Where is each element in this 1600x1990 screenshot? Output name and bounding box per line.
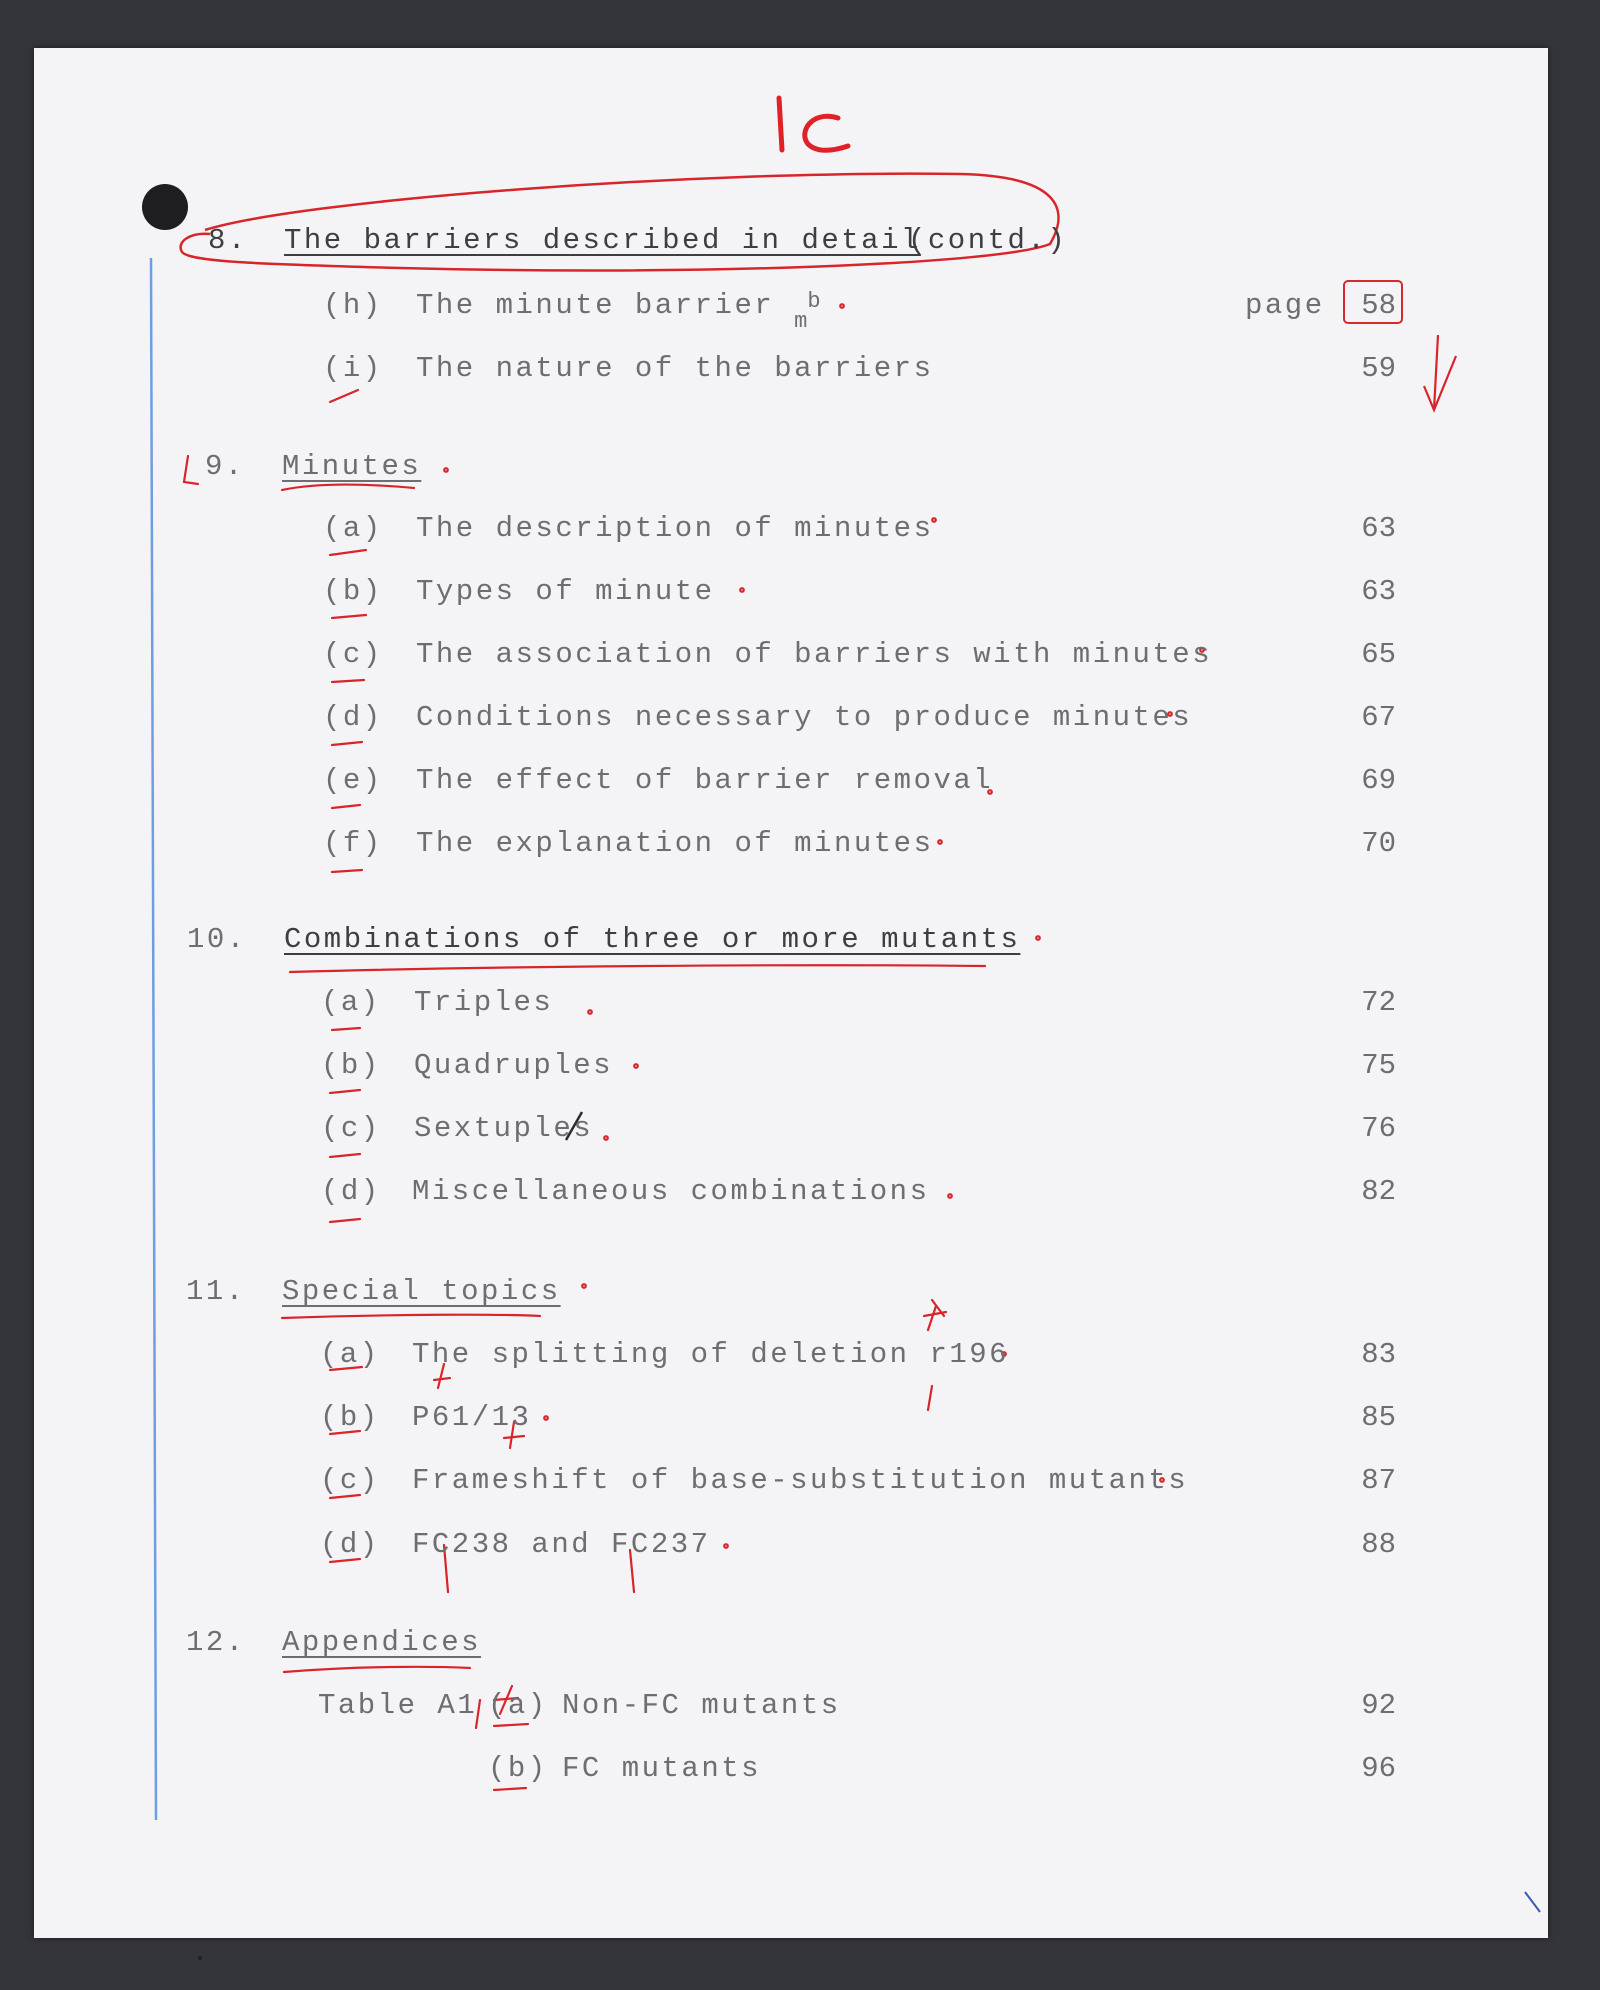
item-10a-letter: (a) bbox=[321, 986, 381, 1019]
item-9a-page: 63 bbox=[1361, 512, 1396, 545]
appendix-table-label: Table A1 bbox=[318, 1689, 478, 1722]
item-11b-page: 85 bbox=[1361, 1401, 1396, 1434]
item-11d-letter: (d) bbox=[320, 1528, 380, 1561]
item-9b-letter: (b) bbox=[323, 575, 383, 608]
item-10d-text: Miscellaneous combinations bbox=[412, 1175, 930, 1208]
item-9e-letter: (e) bbox=[323, 764, 383, 797]
item-9e-page: 69 bbox=[1361, 764, 1396, 797]
item-11a-letter: (a) bbox=[320, 1338, 380, 1371]
item-8i-text: The nature of the barriers bbox=[416, 352, 934, 385]
item-9c-text: The association of barriers with minutes bbox=[416, 638, 1213, 671]
item-9f-letter: (f) bbox=[323, 827, 383, 860]
item-9b-page: 63 bbox=[1361, 575, 1396, 608]
item-9b-text: Types of minute bbox=[416, 575, 715, 608]
item-11c-letter: (c) bbox=[320, 1464, 380, 1497]
item-12b-text: FC mutants bbox=[562, 1752, 762, 1785]
item-12b-letter: (b) bbox=[488, 1752, 548, 1785]
item-10b-letter: (b) bbox=[321, 1049, 381, 1082]
item-8h-text: The minute barrier $_m^b$ bbox=[416, 289, 821, 334]
item-10c-page: 76 bbox=[1361, 1112, 1396, 1145]
item-10a-text: Triples bbox=[414, 986, 554, 1019]
item-10b-text: Quadruples bbox=[414, 1049, 614, 1082]
item-11a-page: 83 bbox=[1361, 1338, 1396, 1371]
section-11-number: 11. bbox=[186, 1275, 246, 1308]
item-12a-letter: (a) bbox=[488, 1689, 548, 1722]
section-8-number: 8. bbox=[208, 224, 248, 257]
item-11b-letter: (b) bbox=[320, 1401, 380, 1434]
item-10d-letter: (d) bbox=[321, 1175, 381, 1208]
item-9a-letter: (a) bbox=[323, 512, 383, 545]
item-9c-page: 65 bbox=[1361, 638, 1396, 671]
section-9-title: Minutes bbox=[282, 450, 422, 483]
punch-hole bbox=[142, 184, 188, 230]
section-8-title: The barriers described in detail bbox=[284, 224, 921, 257]
item-11b-text: P61/13 bbox=[412, 1401, 532, 1434]
item-9f-text: The explanation of minutes bbox=[416, 827, 934, 860]
section-10-number: 10. bbox=[187, 923, 247, 956]
item-11c-page: 87 bbox=[1361, 1464, 1396, 1497]
item-12a-text: Non-FC mutants bbox=[562, 1689, 841, 1722]
item-8h-page: 58 bbox=[1361, 289, 1396, 322]
item-11c-text: Frameshift of base-substitution mutants bbox=[412, 1464, 1189, 1497]
item-9d-text: Conditions necessary to produce minutes bbox=[416, 701, 1193, 734]
section-9-number: 9. bbox=[205, 450, 245, 483]
section-12-title: Appendices bbox=[282, 1626, 482, 1659]
item-12a-page: 92 bbox=[1361, 1689, 1396, 1722]
section-12-number: 12. bbox=[186, 1626, 246, 1659]
item-10c-text: Sextuples bbox=[414, 1112, 594, 1145]
section-8-title-suffix: (contd.) bbox=[908, 224, 1068, 257]
item-9c-letter: (c) bbox=[323, 638, 383, 671]
item-10c-letter: (c) bbox=[321, 1112, 381, 1145]
item-8i-page: 59 bbox=[1361, 352, 1396, 385]
item-11a-text: The splitting of deletion r196 bbox=[412, 1338, 1010, 1371]
item-12b-page: 96 bbox=[1361, 1752, 1396, 1785]
item-10a-page: 72 bbox=[1361, 986, 1396, 1019]
item-9a-text: The description of minutes bbox=[416, 512, 934, 545]
item-8h-letter: (h) bbox=[323, 289, 383, 322]
item-10d-page: 82 bbox=[1361, 1175, 1396, 1208]
section-10-title: Combinations of three or more mutants bbox=[284, 923, 1021, 956]
page-label: page bbox=[1245, 289, 1325, 322]
section-11-title: Special topics bbox=[282, 1275, 561, 1308]
item-9d-letter: (d) bbox=[323, 701, 383, 734]
item-9d-page: 67 bbox=[1361, 701, 1396, 734]
item-11d-page: 88 bbox=[1361, 1528, 1396, 1561]
item-10b-page: 75 bbox=[1361, 1049, 1396, 1082]
item-9e-text: The effect of barrier removal bbox=[416, 764, 994, 797]
item-11d-text: FC238 and FC237 bbox=[412, 1528, 711, 1561]
item-9f-page: 70 bbox=[1361, 827, 1396, 860]
item-8i-letter: (i) bbox=[323, 352, 383, 385]
